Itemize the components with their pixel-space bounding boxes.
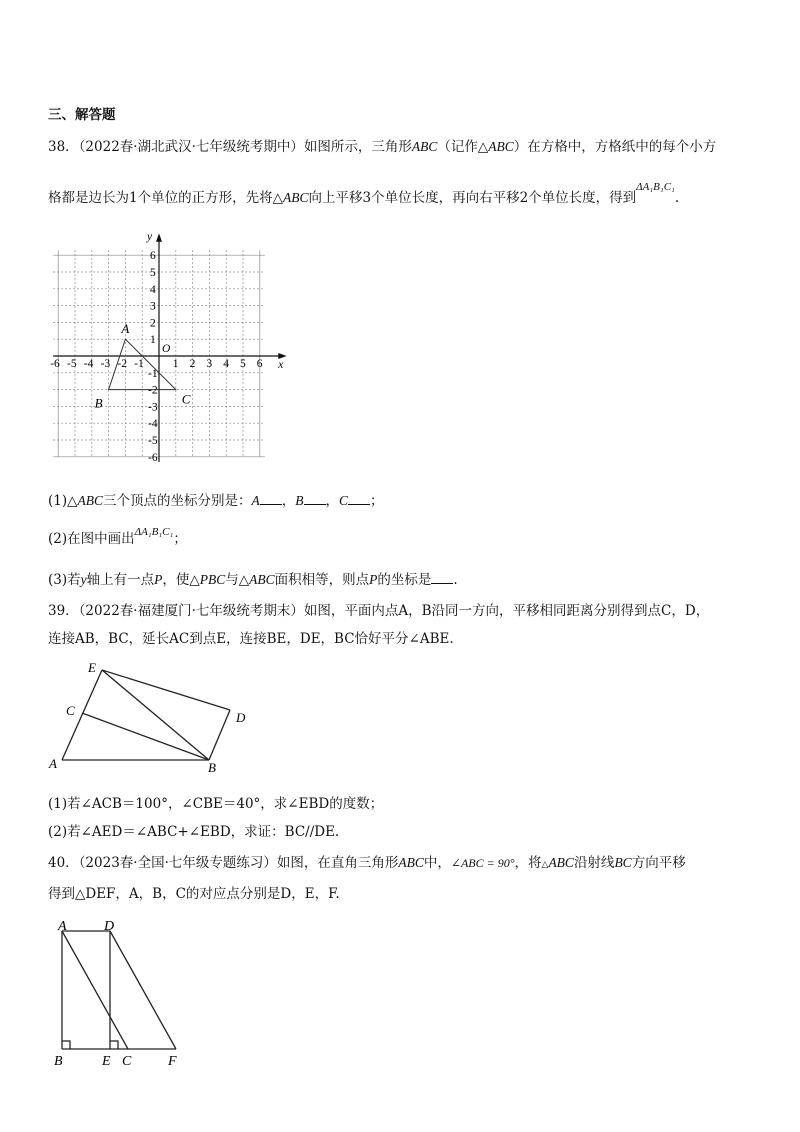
- q40-text: 方向平移: [631, 855, 686, 871]
- x-tick-label: 6: [256, 358, 263, 370]
- x-tick-label: 4: [223, 358, 229, 370]
- y-tick-label: -5: [148, 435, 158, 447]
- q38-line2: [48, 181, 680, 206]
- point-label-a: A: [121, 321, 130, 337]
- segment-cb: [82, 713, 209, 760]
- section-title: 三、解答题: [48, 107, 116, 123]
- y-tick-label: -4: [148, 418, 158, 431]
- q38-sub1: (1)△ABC三个顶点的坐标分别是：A ，B ，C ；: [48, 493, 384, 509]
- x-tick-label: 2: [189, 358, 196, 370]
- q39-figure: [44, 655, 264, 780]
- y-tick-label: 1: [150, 334, 156, 347]
- q40-line1: 40．（2023春·全国·七年级专题练习）如图，在直角三角形ABC中，∠ABC = 90°，将△ABC沿射线BC方向平移: [48, 855, 686, 871]
- tick-labels: [50, 231, 284, 464]
- q38-sub2: [48, 527, 187, 547]
- q38-sub3-text: 面积相等，则点: [274, 572, 370, 588]
- q38-sub3: [48, 568, 458, 588]
- q39-text: 如图，平面内点A，B沿同一方向，平移相同距离分别得到点C，D，: [303, 603, 710, 619]
- q38-abc: ABC: [282, 190, 309, 205]
- q40-angle: ∠ABC = 90°: [450, 856, 515, 870]
- q38-a1b1c1: ΔA₁B₁C₁: [134, 526, 174, 538]
- right-angle-b: [62, 1041, 70, 1049]
- y-tick-label: 4: [150, 283, 156, 296]
- q40-text: ，将: [514, 855, 542, 871]
- q38-sub2-pre: (2)在图中画出: [48, 531, 135, 547]
- x-tick-label: -4: [83, 358, 94, 370]
- q38-source: （2022春·湖北武汉·七年级统考期中）: [78, 139, 304, 155]
- segment-ed: [102, 670, 230, 710]
- q38-sub3-text: 轴上有一点: [86, 572, 155, 588]
- q39-number: 39．: [48, 603, 79, 619]
- x-tick-label: -3: [100, 358, 111, 370]
- q38-line1: [48, 135, 716, 155]
- q39-sub2: (2)若∠AED＝∠ABC+∠EBD，求证：BC//DE.: [48, 824, 340, 840]
- q38-abc: ABC: [411, 139, 438, 154]
- q40-line2: 得到△DEF，A，B，C的对应点分别是D，E，F.: [48, 886, 340, 902]
- q38-sub3-text: 的坐标是: [377, 572, 432, 588]
- q38-text: ）在方格中，方格纸中的每个小方: [513, 139, 717, 155]
- q38-sub3-text: 与△: [225, 572, 250, 588]
- x-tick-label: -5: [67, 358, 77, 370]
- y-tick-label: 2: [150, 317, 156, 330]
- q40-bc: BC: [614, 855, 632, 870]
- y-axis-label: y: [147, 231, 153, 244]
- q40-text: 沿射线: [573, 855, 615, 871]
- x-axis-label: x: [278, 359, 284, 371]
- q38-sub1-c: C: [339, 493, 349, 508]
- segment-df: [110, 931, 176, 1049]
- x-tick-label: 5: [240, 358, 246, 370]
- x-tick-label: -6: [50, 358, 60, 370]
- q38-sub1-b: B: [295, 493, 304, 508]
- y-tick-label: -1: [148, 367, 158, 380]
- q38-sub2-end: ；: [173, 531, 187, 547]
- label-d: D: [236, 710, 246, 725]
- q40-text: 如图，在直角三角形: [276, 855, 399, 871]
- q40-abc: ABC: [548, 855, 574, 870]
- x-tick-label: 3: [206, 358, 213, 370]
- label-b: B: [208, 760, 216, 775]
- answer-blank-c[interactable]: [348, 492, 370, 505]
- q38-sub1-pre: (1)△: [48, 493, 78, 509]
- q40-source: （2023春·全国·七年级专题练习）: [78, 855, 277, 871]
- point-label-b: B: [94, 395, 103, 411]
- label-a: A: [58, 919, 67, 934]
- q38-sub1-mid: 三个顶点的坐标分别是：: [103, 493, 252, 509]
- segment-ac: [62, 931, 128, 1049]
- q38-sub1-end: ；: [370, 493, 384, 509]
- origin-label: O: [162, 343, 171, 355]
- label-c: C: [66, 703, 75, 718]
- label-a: A: [49, 756, 57, 771]
- label-c: C: [122, 1054, 132, 1069]
- y-tick-label: -6: [148, 451, 158, 464]
- label-e: E: [88, 660, 96, 675]
- q38-sub3-y: y: [80, 572, 87, 587]
- label-d: D: [104, 919, 115, 934]
- q38-period: .: [674, 190, 680, 206]
- y-tick-label: -3: [148, 401, 158, 414]
- x-tick-label: 1: [172, 358, 179, 370]
- q39-sub1: (1)若∠ACB＝100°，∠CBE＝40°，求∠EBD的度数；: [48, 796, 384, 812]
- q38-text: 向上平移3个单位长度，再向右平移2个单位长度，得到: [308, 190, 637, 206]
- q38-text: 如图所示，三角形: [303, 139, 412, 155]
- y-tick-label: -2: [148, 384, 158, 397]
- coordinate-grid-figure: [44, 228, 304, 468]
- q38-abc: ABC: [77, 493, 104, 508]
- x-tick-label: -1: [134, 358, 144, 370]
- right-angle-e: [110, 1041, 118, 1049]
- q39-source: （2022春·福建厦门·七年级统考期末）: [78, 603, 304, 619]
- segment-eb: [102, 670, 209, 760]
- q38-abc: ABC: [488, 139, 514, 154]
- q38-text: 格都是边长为1个单位的正方形，先将△: [48, 190, 283, 206]
- q40-text: 中，: [423, 855, 451, 871]
- label-e: E: [102, 1054, 111, 1069]
- q38-a1b1c1: ΔA₁B₁C₁: [636, 181, 675, 193]
- q38-sub1-a: A: [251, 493, 260, 508]
- point-label-c: C: [181, 391, 191, 407]
- x-tick-label: -2: [117, 358, 127, 370]
- y-tick-label: 6: [150, 250, 156, 263]
- answer-blank-p[interactable]: [431, 571, 453, 584]
- y-axis-arrow: [156, 233, 162, 241]
- q38-abc: ABC: [249, 572, 275, 587]
- label-b: B: [54, 1054, 63, 1069]
- q40-abc: ABC: [398, 855, 424, 870]
- q38-sub3-text: ，使△: [162, 572, 200, 588]
- y-tick-label: 5: [150, 267, 156, 279]
- q38-sub3-end: .: [453, 572, 458, 588]
- q38-sub3-p: P: [154, 572, 163, 587]
- q39-line2: 连接AB，BC，延长AC到点E，连接BE，DE，BC恰好平分∠ABE.: [48, 631, 454, 647]
- segment-db: [209, 710, 230, 760]
- q39-line1: [48, 599, 709, 619]
- q38-sub3-text: (3)若: [48, 572, 81, 588]
- answer-blank-b[interactable]: [304, 492, 326, 505]
- q40-number: 40．: [48, 855, 79, 871]
- answer-blank-a[interactable]: [260, 492, 282, 505]
- q38-sub3-pbc: PBC: [199, 572, 226, 587]
- q38-text: （记作△: [437, 139, 489, 155]
- y-tick-label: 3: [150, 300, 156, 313]
- q38-number: 38．: [48, 139, 79, 155]
- label-f: F: [168, 1054, 177, 1069]
- q38-sub3-p: P: [369, 572, 378, 587]
- q40-figure: [48, 913, 198, 1073]
